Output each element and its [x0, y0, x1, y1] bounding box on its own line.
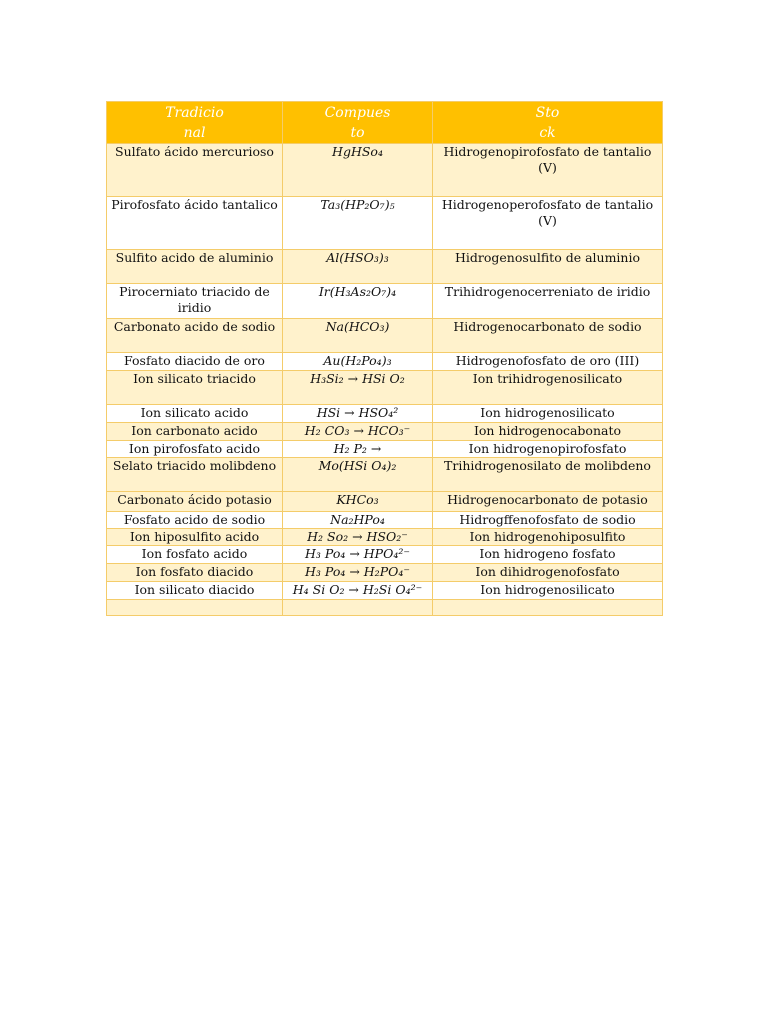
cell-compuesto: Mo(HSi O₄)₂ — [283, 458, 433, 492]
table-row — [107, 284, 663, 319]
cell-stock: Ion hidrogeno fosfato — [433, 546, 663, 564]
cell-compuesto: HSi → HSO₄² — [283, 405, 433, 423]
cell-tradicional: Ion silicato diacido — [107, 582, 283, 600]
cell-stock: Hidrogenocarbonato de sodio — [433, 319, 663, 353]
cell-stock: Hidrogenosulfito de aluminio — [433, 250, 663, 284]
table-row — [107, 458, 663, 492]
cell-tradicional: Ion fosfato diacido — [107, 564, 283, 582]
cell-compuesto: Ta₃(HP₂O₇)₅ — [283, 197, 433, 250]
cell-tradicional: Ion fosfato acido — [107, 546, 283, 564]
cell-tradicional: Ion pirofosfato acido — [107, 441, 283, 458]
cell-stock: Ion hidrogenosilicato — [433, 582, 663, 600]
table-row — [107, 423, 663, 441]
cell-tradicional: Fosfato acido de sodio — [107, 512, 283, 529]
cell-stock: Trihidrogenosilato de molibdeno — [433, 458, 663, 492]
table-row — [107, 405, 663, 423]
cell-compuesto: H₃Si₂ → HSi O₂ — [283, 371, 433, 405]
cell-stock: Ion hidrogenocabonato — [433, 423, 663, 441]
cell-compuesto: H₄ Si O₂ → H₂Si O₄²⁻ — [283, 582, 433, 600]
cell-stock: Hidrogenoperofosfato de tantalio (V) — [433, 197, 663, 250]
table-row — [107, 441, 663, 458]
cell-stock: Ion dihidrogenofosfato — [433, 564, 663, 582]
cell-stock — [433, 600, 663, 616]
cell-compuesto: Na₂HPo₄ — [283, 512, 433, 529]
cell-compuesto: H₂ P₂ → — [283, 441, 433, 458]
table-row — [107, 529, 663, 546]
cell-tradicional: Carbonato ácido potasio — [107, 492, 283, 512]
cell-stock: Hidrogenocarbonato de potasio — [433, 492, 663, 512]
cell-compuesto: Ir(H₃As₂O₇)₄ — [283, 284, 433, 319]
cell-compuesto: H₃ Po₄ → HPO₄²⁻ — [283, 546, 433, 564]
cell-stock: Hidrogenofosfato de oro (III) — [433, 353, 663, 371]
cell-tradicional: Ion silicato acido — [107, 405, 283, 423]
cell-compuesto: Al(HSO₃)₃ — [283, 250, 433, 284]
cell-tradicional: Fosfato diacido de oro — [107, 353, 283, 371]
cell-tradicional: Selato triacido molibdeno — [107, 458, 283, 492]
table-row — [107, 353, 663, 371]
cell-tradicional — [107, 600, 283, 616]
cell-stock: Ion trihidrogenosilicato — [433, 371, 663, 405]
cell-tradicional: Pirofosfato ácido tantalico — [107, 197, 283, 250]
cell-compuesto: KHCo₃ — [283, 492, 433, 512]
table-row — [107, 600, 663, 616]
cell-compuesto: Na(HCO₃) — [283, 319, 433, 353]
cell-compuesto: H₃ Po₄ → H₂PO₄⁻ — [283, 564, 433, 582]
table-row — [107, 492, 663, 512]
cell-tradicional: Sulfito acido de aluminio — [107, 250, 283, 284]
table-row — [107, 371, 663, 405]
table-row — [107, 512, 663, 529]
chemistry-table — [106, 101, 663, 616]
table-row — [107, 564, 663, 582]
table-row — [107, 144, 663, 197]
table-row — [107, 319, 663, 353]
table-row — [107, 250, 663, 284]
cell-stock: Hidrogffenofosfato de sodio — [433, 512, 663, 529]
cell-tradicional: Ion hiposulfito acido — [107, 529, 283, 546]
cell-tradicional: Ion carbonato acido — [107, 423, 283, 441]
cell-compuesto: H₂ So₂ → HSO₂⁻ — [283, 529, 433, 546]
cell-tradicional: Sulfato ácido mercurioso — [107, 144, 283, 197]
cell-stock: Ion hidrogenohiposulfito — [433, 529, 663, 546]
cell-tradicional: Pirocerniato triacido de iridio — [107, 284, 283, 319]
cell-stock: Trihidrogenocerreniato de iridio — [433, 284, 663, 319]
cell-stock: Ion hidrogenopirofosfato — [433, 441, 663, 458]
header-row — [107, 102, 663, 144]
cell-stock: Ion hidrogenosilicato — [433, 405, 663, 423]
header-tradicional: Tradicio nal — [107, 102, 283, 144]
cell-compuesto: Au(H₂Po₄)₃ — [283, 353, 433, 371]
cell-compuesto: HgHSo₄ — [283, 144, 433, 197]
table-row — [107, 197, 663, 250]
cell-compuesto: H₂ CO₃ → HCO₃⁻ — [283, 423, 433, 441]
header-stock: Sto ck — [433, 102, 663, 144]
cell-compuesto — [283, 600, 433, 616]
table-row — [107, 546, 663, 564]
cell-tradicional: Carbonato acido de sodio — [107, 319, 283, 353]
cell-stock: Hidrogenopirofosfato de tantalio (V) — [433, 144, 663, 197]
header-compuesto: Compues to — [283, 102, 433, 144]
cell-tradicional: Ion silicato triacido — [107, 371, 283, 405]
table-row — [107, 582, 663, 600]
